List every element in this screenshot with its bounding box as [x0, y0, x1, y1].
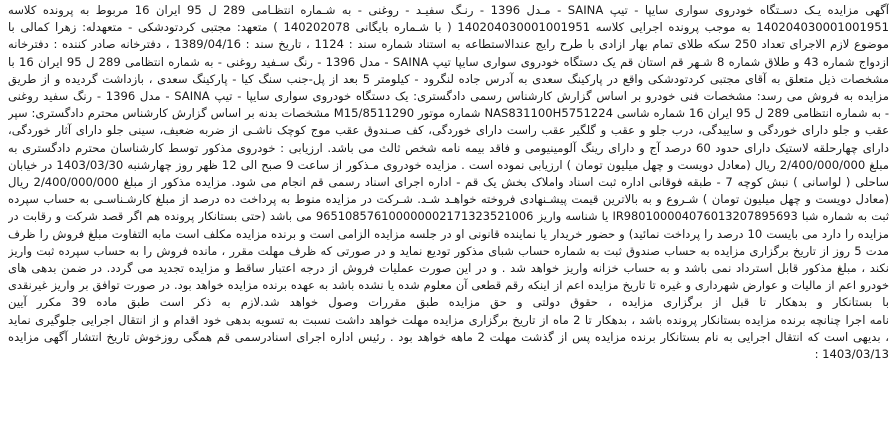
notice-line-19: نامه اجرا چنانچه برنده مزایده بستانکار پرونده باشد ، بدهکار تا 2 ماه از تاریخ برگزاری مزایده مهلت خواهد داشت نسبت به تسویه بدهی خود اقدام و از انتقال اجرایی جلوگیری نماید [8, 312, 889, 327]
notice-line-7: - به شماره انتظامی 289 ل 95 ایران 16 شماره شاسی NAS831100H5751224 شماره موتور M15/8511290 مشخصات بدنه بر اساس گزارش کارشناس محترم دادگستری: سپر [8, 106, 889, 121]
notice-line-15: مدت 5 روز از تاریخ برگزاری مزایده به حساب صندوق ثبت به شماره حساب شبای مذکور تودیع نماید و در صورتی که ظرف مهلت مقرر ، مانده فروش را به حساب سپرده ثبت واریز [8, 243, 889, 258]
notice-date-line: 1403/03/13 : [814, 347, 889, 362]
notice-line-10: مبلغ 2/400/000/000 ریال (معادل دویست و چهل میلیون تومان ) ارزیابی نموده است . مزایده خودروی مـذکور از ساعت 9 صبح الی 12 ظهر روز چهارشنبه 1403/03/30 در خیابان [8, 157, 889, 172]
notice-line-12: (معادل دویست و چهل میلیون تومان ) شـروع و به بالاترین قیمت پیشـنهادی فروخته خواهـد شـد. شـرکت در مزایده منوط به پرداخت ده درصد از مبلغ کارشـناسـی به حساب سپرده [8, 192, 889, 207]
notice-line-17: خودرو اعم از مالیات و عوارض شهرداری و غیره تا تاریخ مزایده اعم از اینکه رقم قطعی آن معلوم شده یا نشده باشد به عهده برنده مزایده خواهد بود. در صورت توافق بر واریز غیرنقدی [8, 278, 889, 293]
notice-line-8: عقب و جلو دارای خوردگی و ساییدگی، درب جلو و عقب و گلگیر عقب راست دارای خوردگی، کف صـندوق عقب موج کوچک ناشـی از ضربه ضعیف، سینی جلو دارای آثار خوردگی، [8, 123, 889, 138]
notice-line-20: ، بدیهی است که انتقال اجرایی به نام بستانکار برنده مزایده پس از گذشت مهلت 2 ماهه خواهد بود . رئیس اداره اجرای اسنادرسمی قم همگی روزخوش تاریخ انتشار آگهی مزایده [8, 329, 889, 344]
notice-line-9: دارای چهارحلقه لاستیک دارای حدود 60 درصد آج و دارای رینگ آلومینیومی و فاقد بیمه نامه شخص ثالث می باشد. ارزیابی : خودروی مذکور توسط کارشناسان محترم دادگستری به [8, 140, 889, 155]
notice-line-5: مشخصات ذیل متعلق به آقای مجتبی کردتودشکی واقع در پارکینگ سعدی به آدرس جاده لنگرود - کیلومتر 5 بعد از پل-جنب سنگ کیا - پارکینگ سعدی ، بازداشت گردیده و از طریق [8, 71, 889, 86]
notice-line-1: آگهی مزایده یـک دسـتگاه خودروی سواری سایپا - تیپ SAINA - مـدل 1396 - رنـگ سفیـد - روغنی - به شـماره انتظـامی 289 ل 95 ایران 16 مربوط به پرونده کلاسه [8, 3, 889, 17]
notice-line-2: 140204030001001951 به موجب پرونده اجرایی کلاسه 140204030001001951 ( با شـماره بایگانی 140202078 ) متعهد: مجتبی کردتودشکی - متعهدله: زهرا کمالی با [8, 20, 889, 35]
notice-line-13: ثبت به شماره شبا IR980100004076013207895693 یا شناسه واریز 965108576100000002171323521006 می باشد (حتی بستانکار پرونده هم اگر قصد شرکت و رقابت در [8, 209, 889, 224]
notice-line-4: ازدواج شماره 43 و طلاق شماره 8 شـهر قم استان قم یک دستگاه خودروی سواری سایپا تیپ SAINA - مدل 1396 - رنگ سـفید روغنی - به شماره انتظامی 289 ل 95 ایران 16 با [8, 54, 889, 69]
notice-line-11: ساحلی ( لواسانی ) نبش کوچه 7 - طبقه فوقانی اداره ثبت اسناد واملاک بخش یک قم - اداره اجرای اسناد رسمی قم انجام می شود. مزایده مذکور از مبلغ 2/400/000/000 ریال [8, 175, 889, 190]
notice-line-16: نکند ، مبلغ مذکور قابل استرداد نمی باشد و به حساب خزانه واریز خواهد شد . و در این صورت عملیات فروش از درجه اعتبار ساقط و مزایده تجدید می گردد. در ضمن بدهی های [8, 261, 889, 276]
notice-line-14: مزایده را دارد می بایست 10 درصد را پرداخت نمائید) و حضور خریدار یا نماینده قانونی او در جلسه مزایده الزامی است و برنده مزایده مکلف است مابه التفاوت مبلغ فروش را ظرف [8, 226, 889, 241]
notice-line-3: موضوع لازم الاجرای تعداد 250 سکه طلای تمام بهار ازادی با طرح رایج عندالاستطاعه به استناد شماره سند : 1124 ، تاریخ سند : 1389/04/16 ، دفترخانه صادر کننده : دفترخانه [8, 37, 889, 52]
notice-line-18: با بستانکار و بدهکار تا قبل از برگزاری مزایده ، حقوق دولتی و حق مزایده طبق مقررات وصول خواهد شد.لازم به ذکر است طبق ماده 39 مکرر آیین [8, 295, 889, 310]
notice-line-6: مزایده به فروش می رسد: مشخصات فنی خودرو بر اساس گزارش کارشناس رسمی دادگستری: یک دستگاه خودروی سواری سایپا - تیپ SAINA - مدل 1396 - رنگ سفید روغنی [8, 89, 889, 104]
